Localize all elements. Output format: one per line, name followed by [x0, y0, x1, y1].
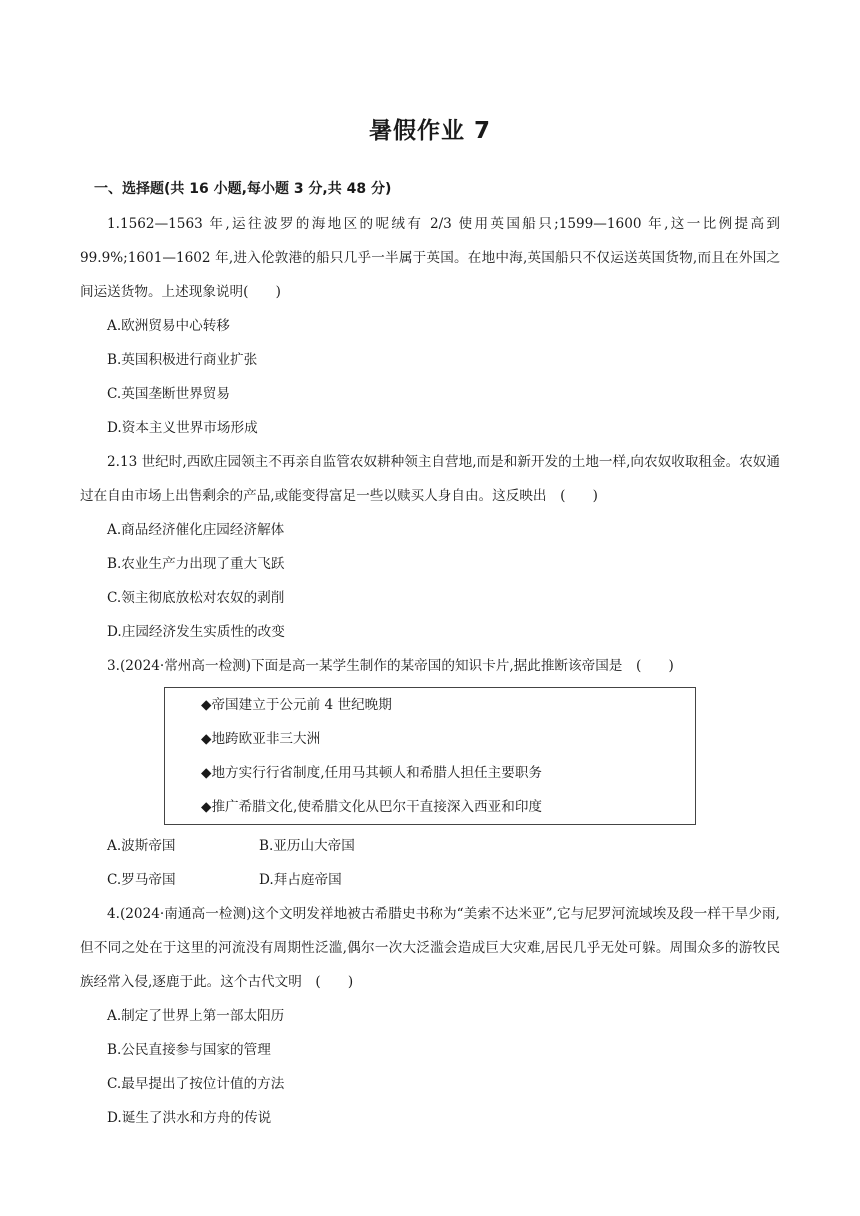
option-d: D.拜占庭帝国 — [259, 872, 342, 888]
question-4 — [80, 897, 780, 1135]
option-a: A.波斯帝国 — [107, 838, 176, 854]
option-b: B.农业生产力出现了重大飞跃 — [107, 556, 285, 572]
question-stem: 2.13 世纪时,西欧庄园领主不再亲自监管农奴耕种领主自营地,而是和新开发的土地一样,向农奴收取租金。农奴通过在自由市场上出售剩余的产品,或能变得富足一些以赎买人身自由。这反映出 ( ) — [80, 454, 780, 504]
card-item: ◆地方实行行省制度,任用马其顿人和希腊人担任主要职务 — [201, 765, 543, 781]
card-item: ◆地跨欧亚非三大洲 — [201, 731, 321, 747]
card-item: ◆推广希腊文化,使希腊文化从巴尔干直接深入西亚和印度 — [201, 799, 543, 815]
option-c: C.罗马帝国 — [107, 872, 176, 888]
question-3 — [80, 649, 780, 897]
question-stem: 3.(2024·常州高一检测)下面是高一某学生制作的某帝国的知识卡片,据此推断该帝国是 ( ) — [107, 658, 674, 674]
option-c: C.最早提出了按位计值的方法 — [107, 1076, 285, 1092]
question-1 — [80, 207, 780, 445]
option-row — [80, 863, 780, 897]
option-a: A.制定了世界上第一部太阳历 — [107, 1008, 285, 1024]
option-b: B.亚历山大帝国 — [259, 838, 355, 854]
option-d: D.资本主义世界市场形成 — [107, 420, 258, 436]
card-item: ◆帝国建立于公元前 4 世纪晚期 — [201, 697, 392, 713]
page-title: 暑假作业 7 — [368, 118, 491, 144]
option-d: D.诞生了洪水和方舟的传说 — [107, 1110, 272, 1126]
option-c: C.英国垄断世界贸易 — [107, 386, 230, 402]
option-b: B.公民直接参与国家的管理 — [107, 1042, 271, 1058]
question-list — [80, 207, 780, 1135]
option-row — [80, 829, 780, 863]
option-a: A.欧洲贸易中心转移 — [107, 318, 230, 334]
option-d: D.庄园经济发生实质性的改变 — [107, 624, 285, 640]
option-a: A.商品经济催化庄园经济解体 — [107, 522, 285, 538]
question-stem: 1.1562—1563 年,运往波罗的海地区的呢绒有 2/3 使用英国船只;1599—1600 年,这一比例提高到 99.9%;1601—1602 年,进入伦敦港的船只几乎一半属于英国。在地中海,英国船只不仅运送英国货物,而且在外国之间运送货物。上述现象说明( ) — [80, 216, 780, 300]
section-heading: 一、选择题(共 16 小题,每小题 3 分,共 48 分) — [94, 181, 392, 197]
option-b: B.英国积极进行商业扩张 — [107, 352, 258, 368]
question-2 — [80, 445, 780, 649]
option-c: C.领主彻底放松对农奴的剥削 — [107, 590, 285, 606]
question-stem: 4.(2024·南通高一检测)这个文明发祥地被古希腊史书称为“美索不达米亚”,它与尼罗河流域埃及段一样干旱少雨,但不同之处在于这里的河流没有周期性泛滥,偶尔一次大泛滥会造成巨大灾难,居民几乎无处可躲。周围众多的游牧民族经常入侵,逐鹿于此。这个古代文明 ( ) — [80, 906, 780, 990]
knowledge-card — [164, 687, 696, 825]
